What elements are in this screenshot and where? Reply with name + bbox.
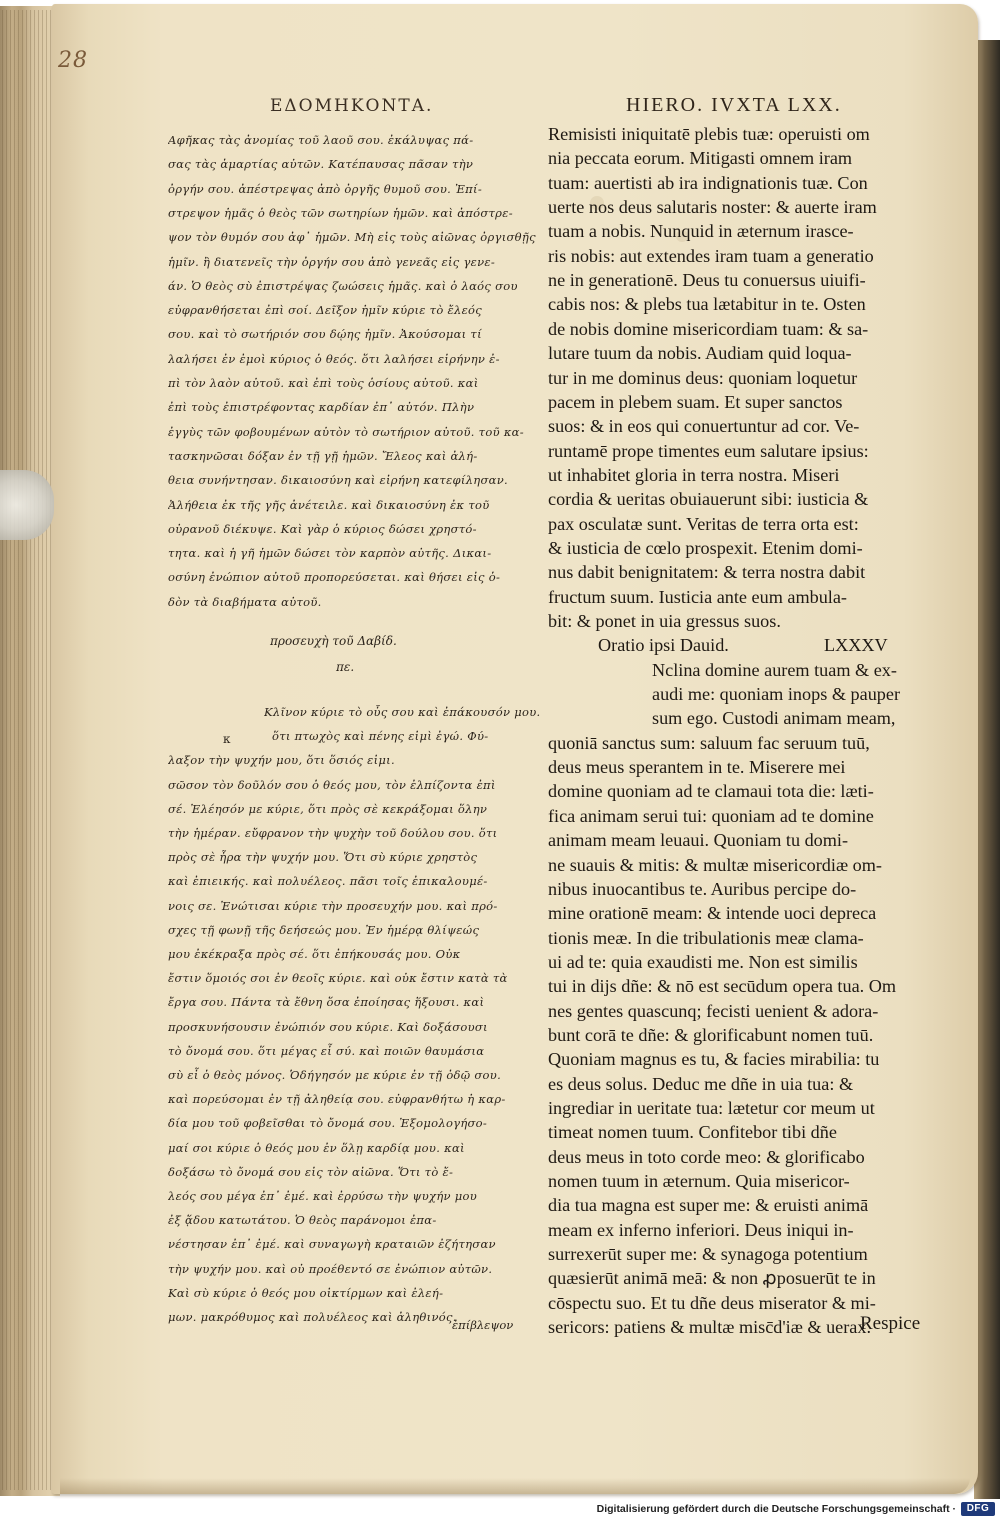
- greek-column: [168, 124, 540, 1334]
- greek-line: δὸν τὰ διαβήματα αὐτοῦ.: [168, 594, 322, 609]
- latin-line: fructum suum. Iusticia ante eum ambula-: [548, 586, 847, 607]
- latin-line: ne suauis & mitis: & multæ misericordiæ om-: [548, 854, 882, 875]
- latin-column: [548, 118, 926, 1348]
- greek-line: τὸ ὄνομά σου. ὅτι μέγας εἶ σύ. καὶ ποιῶν θαυμάσια: [168, 1043, 485, 1058]
- greek-line: ὅτι πτωχὸς καὶ πένης εἰμὶ ἐγώ. Φύ-: [272, 729, 489, 744]
- latin-line: pacem in plebem suam. Et super sanctos: [548, 391, 843, 412]
- greek-line: τασκηνῶσαι δόξαν ἐν τῇ γῇ ἡμῶν. Ἔλεος καὶ ἀλή-: [168, 448, 478, 463]
- greek-line: πρὸς σὲ ἦρα τὴν ψυχήν μου. Ὅτι σὺ κύριε χρηστὸς: [168, 850, 478, 865]
- running-head-right: HIERO. IVXTA LXX.: [626, 94, 842, 116]
- foliation-number: 28: [58, 48, 88, 73]
- greek-line: στρεψον ἡμᾶς ὁ θεὸς τῶν σωτηρίων ἡμῶν. καὶ ἀπόστρε-: [168, 205, 513, 220]
- greek-line: πὶ τὸν λαὸν αὐτοῦ. καὶ ἐπὶ τοὺς ὁσίους αὐτοῦ. καὶ: [168, 376, 479, 390]
- latin-line: nibus inuocantibus te. Auribus percipe do-: [548, 878, 857, 899]
- latin-line: Remisisti iniquitatē plebis tuæ: operuisti om: [548, 124, 870, 144]
- latin-line: timeat nomen tuum. Confitebor tibi dñe: [548, 1122, 837, 1143]
- greek-line: ἔργα σου. Πάντα τὰ ἔθνη ὅσα ἐποίησας ἥξουσι. καὶ: [168, 995, 485, 1010]
- page-clip-icon: [0, 470, 54, 540]
- latin-line: suos: & in eos qui conuertuntur ad cor. Ve-: [548, 416, 860, 437]
- latin-line: nes gentes quascunq; fecisti uenient & adora-: [548, 1000, 879, 1021]
- greek-line: τητα. καὶ ἡ γῆ ἡμῶν δώσει τὸν καρπὸν αὐτῆς. Δικαι-: [168, 546, 492, 561]
- latin-line: es deus solus. Deduc me dñe in uia tua: &: [548, 1073, 854, 1094]
- dfg-logo: DFG: [961, 1502, 995, 1516]
- latin-line: sum ego. Custodi animam meam,: [652, 708, 896, 729]
- funding-credit: Digitalisierung gefördert durch die Deutsche Forschungsgemeinschaft ·: [596, 1503, 956, 1515]
- greek-line: καὶ ἐπιεικής. καὶ πολυέλεος. πᾶσι τοῖς ἐπικαλουμέ-: [168, 874, 488, 889]
- greek-line: λεός σου μέγα ἐπ᾽ ἐμέ. καὶ ἐρρύσω τὴν ψυχήν μου: [168, 1189, 478, 1203]
- latin-line: Nclina domine aurem tuam & ex-: [652, 659, 897, 680]
- latin-line: runtamē prope timentes eum salutare ipsius:: [548, 440, 869, 461]
- greek-line: σῶσον τὸν δοῦλόν σου ὁ θεός μου, τὸν ἐλπίζοντα ἐπὶ: [168, 777, 496, 792]
- greek-line: ὀργήν σου. ἀπέστρεψας ἀπὸ ὀργῆς θυμοῦ σου. Ἐπί-: [168, 181, 483, 196]
- latin-line: meam ex inferno inferiori. Deus iniqui in-: [548, 1219, 854, 1240]
- greek-line: ἐξ ᾅδου κατωτάτου. Ὁ θεὸς παράνομοι ἐπα-: [168, 1213, 437, 1228]
- latin-line: ingrediar in ueritate tua: lætetur cor meum ut: [548, 1098, 875, 1118]
- greek-line: ἔστιν ὅμοιός σοι ἐν θεοῖς κύριε. καὶ οὐκ ἔστιν κατὰ τὰ: [168, 971, 508, 986]
- greek-line: οσύνη ἐνώπιον αὐτοῦ προπορεύσεται. καὶ θήσει εἰς ὁ-: [168, 570, 501, 585]
- greek-line: μαί σοι κύριε ὁ θεός μου ἐν ὅλῃ καρδίᾳ μου. καὶ: [168, 1140, 465, 1155]
- latin-line: quæsierūt animā meā: & non ꝓposuerūt te in: [548, 1268, 876, 1289]
- greek-line: οὐρανοῦ διέκυψε. Καὶ γὰρ ὁ κύριος δώσει χρηστό-: [168, 521, 477, 536]
- greek-line: προσκυνήσουσιν ἐνώπιόν σου κύριε. Καὶ δοξάσουσι: [168, 1019, 488, 1034]
- latin-line: dia tua magna est super me: & eruisti animā: [548, 1195, 869, 1216]
- latin-line: pax osculatæ sunt. Veritas de terra orta est:: [548, 513, 859, 534]
- greek-line: ψον τὸν θυμόν σου ἀφ᾽ ἡμῶν. Μὴ εἰς τοὺς αἰῶνας ὀργισθῇς: [168, 230, 536, 245]
- latin-line: tuam a nobis. Nunquid in æternum irasce-: [548, 221, 854, 242]
- latin-line: quoniā sanctus sum: saluum fac seruum tuū,: [548, 732, 870, 753]
- greek-line: Ἀλήθεια ἐκ τῆς γῆς ἀνέτειλε. καὶ δικαιοσύνη ἐκ τοῦ: [168, 497, 490, 512]
- latin-line: cordia & ueritas obuiauerunt sibi: iusticia &: [548, 489, 869, 510]
- latin-catchword: Respice: [860, 1313, 921, 1334]
- latin-line: animam meam leuaui. Quoniam tu domi-: [548, 830, 849, 851]
- latin-line: bunt corā te dñe: & glorificabunt nomen tuū.: [548, 1024, 874, 1045]
- greek-line: σας τὰς ἁμαρτίας αὐτῶν. Κατέπαυσας πᾶσαν τὴν: [168, 157, 474, 172]
- latin-line: deus meus in toto corde meo: & glorificabo: [548, 1146, 865, 1167]
- latin-line: sericors: patiens & multæ misc̄d'iæ & uerax.: [548, 1317, 872, 1338]
- greek-line: μων. μακρόθυμος καὶ πολυέλεος καὶ ἀληθινός.: [168, 1310, 457, 1324]
- page-stack-lines: [2, 10, 54, 1490]
- latin-line: ris nobis: aut extendes iram tuam a generatio: [548, 245, 874, 266]
- latin-line: cabis nos: & plebs tua lætabitur in te. Osten: [548, 294, 866, 315]
- latin-line: tuam: auertisti ab ira indignationis tuæ. Con: [548, 172, 868, 193]
- latin-line: ut inhabitet gloria in terra nostra. Miseri: [548, 464, 840, 485]
- greek-line: εὐφρανθήσεται ἐπὶ σοί. Δεῖξον ἡμῖν κύριε τὸ ἔλεός: [168, 303, 483, 318]
- latin-line: tionis meæ. In die tribulationis meæ clama-: [548, 927, 864, 948]
- verse-marker: κ: [223, 732, 231, 746]
- latin-line: mine orationē meam: & intende uoci depreca: [548, 903, 877, 924]
- latin-line: ui ad te: quia exaudisti me. Non est similis: [548, 951, 858, 972]
- latin-line: bit: & ponet in uia gressus suos.: [548, 611, 781, 631]
- latin-line: fica animam serui tui: quoniam ad te domine: [548, 805, 874, 826]
- greek-line: νοις σε. Ἐνώτισαι κύριε τὴν προσευχήν μου. καὶ πρό-: [168, 898, 498, 913]
- greek-psalm-number: πε.: [336, 660, 355, 674]
- page-bottom-shadow: [60, 1478, 970, 1494]
- greek-line: ἐγγὺς τῶν φοβουμένων αὐτὸν τὸ σωτήριον αὐτοῦ. τοῦ κα-: [168, 424, 524, 439]
- latin-psalm-heading: Oratio ipsi Dauid.: [598, 635, 729, 656]
- latin-line: audi me: quoniam inops & pauper: [652, 684, 901, 705]
- greek-line: λαξον τὴν ψυχήν μου, ὅτι ὅσιός εἰμι.: [168, 753, 395, 768]
- latin-line: lutare tuum da nobis. Audiam quid loqua-: [548, 343, 852, 364]
- greek-line: Καὶ σὺ κύριε ὁ θεός μου οἰκτίρμων καὶ ἐλεή-: [168, 1285, 444, 1300]
- greek-line: σέ. Ἐλέησόν με κύριε, ὅτι πρὸς σὲ κεκράξομαι ὅλην: [168, 801, 488, 816]
- latin-line: de nobis domine misericordiam tuam: & sa-: [548, 318, 869, 339]
- latin-line: nus dabit benignitatem: & terra nostra dabit: [548, 562, 866, 583]
- greek-line: άν. Ὁ θεὸς σὺ ἐπιστρέψας ζωώσεις ἡμᾶς. καὶ ὁ λαός σου: [168, 278, 518, 293]
- greek-line: δοξάσω τὸ ὄνομά σου εἰς τὸν αἰῶνα. Ὅτι τὸ ἔ-: [168, 1164, 454, 1179]
- latin-line: cōspectu suo. Et tu dñe deus miserator & mi-: [548, 1292, 876, 1313]
- greek-line: νέστησαν ἐπ᾽ ἐμέ. καὶ συναγωγὴ κραταιῶν ἐζήτησαν: [168, 1237, 496, 1252]
- greek-line: σου. καὶ τὸ σωτήριόν σου δῴης ἡμῖν. Ἀκούσομαι τί: [168, 327, 482, 342]
- greek-line: λαλήσει ἐν ἐμοὶ κύριος ὁ θεός. ὅτι λαλήσει εἰρήνην ἐ-: [168, 351, 500, 366]
- greek-line: σὺ εἶ ὁ θεὸς μόνος. Ὁδήγησόν με κύριε ἐν τῇ ὁδῷ σου.: [168, 1068, 502, 1082]
- running-head-left: ΕΔΟΜΗΚΟΝΤΑ.: [270, 96, 434, 116]
- latin-line: deus meus sperantem in te. Miserere mei: [548, 757, 846, 778]
- greek-line: καὶ πορεύσομαι ἐν τῇ ἀληθείᾳ σου. εὐφρανθήτω ἡ καρ-: [168, 1092, 506, 1107]
- greek-line: τὴν ψυχήν μου. καὶ οὐ προέθεντό σε ἐνώπιον αὐτῶν.: [168, 1261, 493, 1276]
- greek-line: τὴν ἡμέραν. εὔφρανον τὴν ψυχὴν τοῦ δούλου σου. ὅτι: [168, 826, 498, 840]
- latin-line: Quoniam magnus es tu, & facies mirabilia: tu: [548, 1049, 880, 1070]
- greek-line: ἐπὶ τοὺς ἐπιστρέφοντας καρδίαν ἐπ᾽ αὐτόν. Πλὴν: [168, 400, 475, 415]
- greek-catchword: ἐπίβλεψον: [452, 1318, 514, 1332]
- greek-psalm-heading: προσευχὴ τοῦ Δαβίδ.: [270, 634, 397, 648]
- latin-line: surrexerūt super me: & synagoga potentium: [548, 1244, 868, 1265]
- greek-line: δία μου τοῦ φοβεῖσθαι τὸ ὄνομά σου. Ἐξομολογήσο-: [168, 1116, 488, 1131]
- latin-line: tui in dijs dñe: & nō est secūdum opera tua. Om: [548, 976, 897, 997]
- greek-line: Αφῆκας τὰς ἀνομίας τοῦ λαοῦ σου. ἐκάλυψας πά-: [168, 133, 474, 147]
- greek-line: σχες τῇ φωνῇ τῆς δεήσεώς μου. Ἐν ἡμέρᾳ θλίψεώς: [168, 922, 480, 937]
- greek-line: Κλῖνον κύριε τὸ οὖς σου καὶ ἐπάκουσόν μου.: [264, 705, 540, 719]
- greek-line: μου ἐκέκραξα πρὸς σέ. ὅτι ἐπήκουσάς μου. Οὐκ: [168, 947, 461, 961]
- latin-line: uerte nos deus salutaris noster: & auerte iram: [548, 197, 877, 218]
- latin-line: tur in me dominus deus: quoniam loquetur: [548, 367, 858, 388]
- greek-line: θεια συνήντησαν. δικαιοσύνη καὶ εἰρήνη κατεφίλησαν.: [168, 473, 508, 488]
- latin-line: domine quoniam ad te clamaui tota die: læti-: [548, 781, 874, 802]
- latin-line: ne in generationē. Deus tu conuersus uiuifi-: [548, 270, 866, 291]
- latin-line: & iusticia de cœlo prospexit. Etenim domi-: [548, 537, 863, 558]
- latin-psalm-number: LXXXV: [824, 635, 888, 656]
- latin-line: nia peccata eorum. Mitigasti omnem iram: [548, 148, 853, 169]
- greek-line: ἡμῖν. ἢ διατενεῖς τὴν ὀργήν σου ἀπὸ γενεᾶς εἰς γενε-: [168, 254, 496, 269]
- latin-line: nomen tuum in æternum. Quia misericor-: [548, 1171, 850, 1192]
